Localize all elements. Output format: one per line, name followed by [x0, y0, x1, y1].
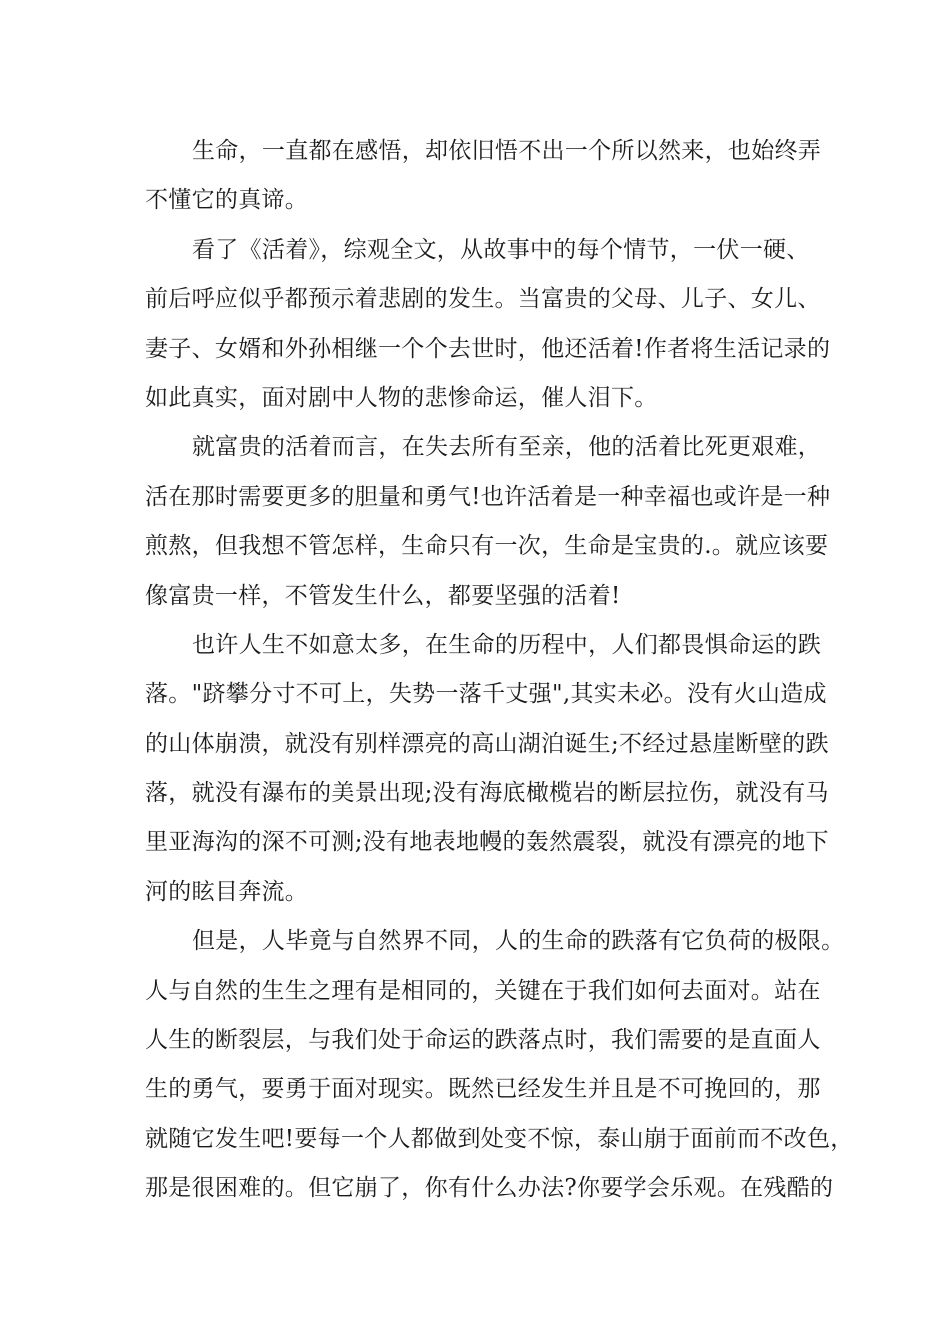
paragraph-5	[145, 917, 854, 1213]
text-line: 人生的断裂层，与我们处于命运的跌落点时，我们需要的是直面人	[145, 1027, 821, 1054]
paragraph-2	[145, 226, 831, 424]
paragraph-3	[145, 423, 831, 621]
text-line: 就富贵的活着而言，在失去所有至亲，他的活着比死更艰难，	[192, 434, 822, 461]
text-line: 如此真实，面对剧中人物的悲惨命运，催人泪下。	[145, 384, 658, 411]
text-line: 的山体崩溃，就没有别样漂亮的高山湖泊诞生;不经过悬崖断壁的跌	[145, 730, 829, 757]
text-line: 像富贵一样，不管发生什么，都要坚强的活着!	[145, 582, 621, 609]
text-line: 生命，一直都在感悟，却依旧悟不出一个所以然来，也始终弄	[192, 138, 822, 164]
text-line: 前后呼应似乎都预示着悲剧的发生。当富贵的父母、儿子、女儿、	[145, 286, 821, 313]
text-line: 不懂它的真谛。	[145, 187, 309, 214]
text-line: 落，就没有瀑布的美景出现;没有海底橄榄岩的断层拉伤，就没有马	[145, 780, 829, 807]
text-line: 看了《活着》，综观全文，从故事中的每个情节，一伏一硬、	[192, 236, 810, 263]
text-line: 里亚海沟的深不可测;没有地表地幔的轰然震裂，就没有漂亮的地下	[145, 829, 829, 856]
text-line: 落。"跻攀分寸不可上，失势一落千丈强",其实未必。没有火山造成	[145, 681, 827, 708]
text-line: 生的勇气，要勇于面对现实。既然已经发生并且是不可挽回的，那	[145, 1076, 821, 1103]
text-line: 但是，人毕竟与自然界不同，人的生命的跌落有它负荷的极限。	[192, 928, 845, 955]
text-line: 那是很困难的。但它崩了，你有什么办法?你要学会乐观。在残酷的	[145, 1175, 834, 1202]
paragraph-1	[145, 127, 822, 226]
text-line: 河的眩目奔流。	[145, 878, 309, 905]
text-line: 妻子、女婿和外孙相继一个个去世时，他还活着!作者将生活记录的	[145, 335, 831, 362]
text-line: 煎熬，但我想不管怎样，生命只有一次，生命是宝贵的.。就应该要	[145, 533, 829, 560]
text-line: 也许人生不如意太多，在生命的历程中，人们都畏惧命运的跌	[192, 631, 822, 658]
essay-body	[145, 127, 854, 1214]
text-line: 活在那时需要更多的胆量和勇气!也许活着是一种幸福也或许是一种	[145, 483, 831, 510]
paragraph-4	[145, 621, 829, 917]
text-line: 就随它发生吧!要每一个人都做到处变不惊，泰山崩于面前而不改色，	[145, 1125, 854, 1152]
text-line: 人与自然的生生之理有是相同的，关键在于我们如何去面对。站在	[145, 977, 821, 1004]
